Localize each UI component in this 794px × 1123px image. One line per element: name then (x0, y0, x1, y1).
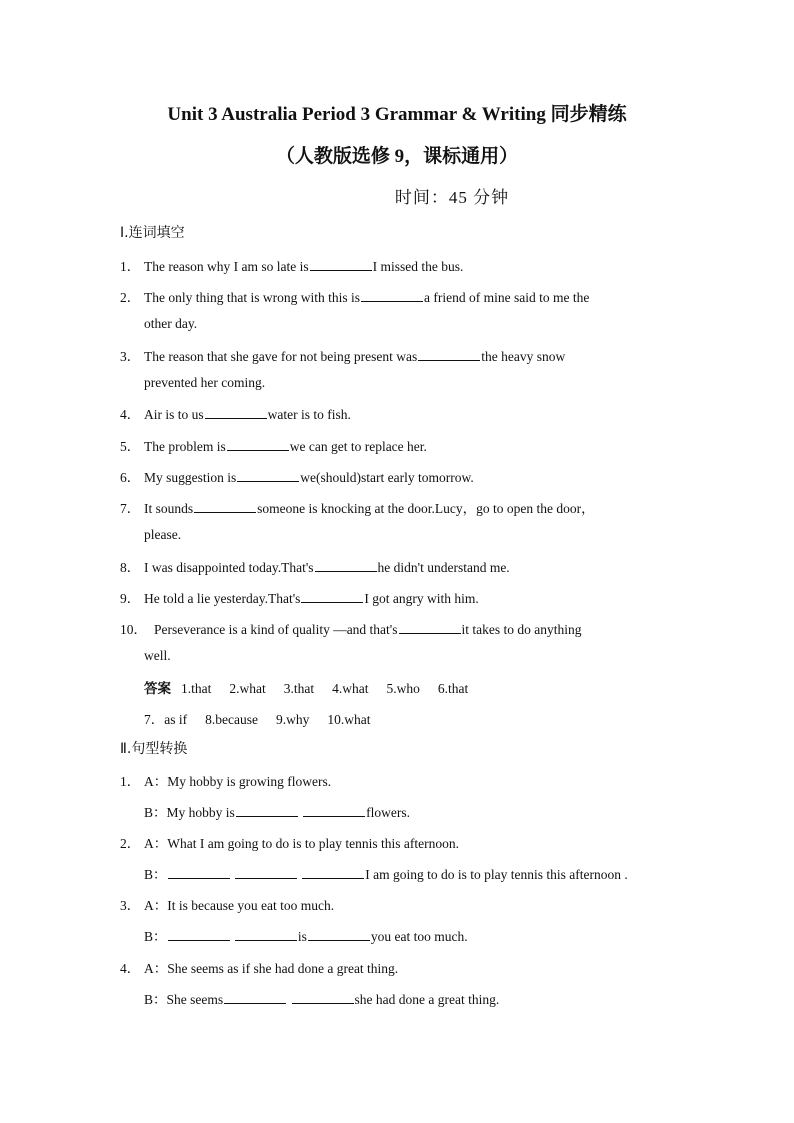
answer-item: 2.what (229, 681, 266, 696)
question-3-cont: prevented her coming. (144, 375, 266, 390)
question-3: 3． The reason that she gave for not being present was the heavy snow (120, 345, 565, 365)
question-5: 5． The problem is we can get to replace her. (120, 435, 427, 455)
answer-blank[interactable] (301, 590, 363, 603)
question-number: 3． (120, 349, 141, 364)
question-2: 2． The only thing that is wrong with this is a friend of mine said to me the (120, 286, 589, 306)
answer-blank[interactable] (310, 258, 372, 271)
rewrite-3-b: B： is you eat too much. (144, 929, 468, 944)
answer-item: 8.because (205, 712, 258, 727)
question-number: 4． (120, 961, 141, 976)
answer-label: 答案 (144, 681, 171, 697)
question-number: 4． (120, 407, 141, 422)
answer-item: 5.who (386, 681, 420, 696)
answer-item: 10.what (327, 712, 371, 727)
answer-blank[interactable] (418, 348, 480, 361)
question-7-cont: please. (144, 527, 182, 542)
answer-blank[interactable] (168, 866, 230, 879)
question-10: 10． Perseverance is a kind of quality —and that's it takes to do anything (120, 618, 581, 638)
answer-blank[interactable] (237, 469, 299, 482)
answer-item: 9.why (275, 712, 310, 727)
answer-blank[interactable] (361, 289, 423, 302)
answer-key-line-2 (144, 708, 370, 728)
rewrite-4-a: 4． A：She seems as if she had done a great thing. (120, 957, 398, 977)
question-number: 5． (120, 439, 141, 454)
answer-blank[interactable] (205, 406, 267, 419)
answer-blank[interactable] (235, 866, 297, 879)
answer-blank[interactable] (315, 559, 377, 572)
answer-blank[interactable] (168, 928, 230, 941)
question-1: 1． The reason why I am so late is I missed the bus. (120, 255, 463, 275)
question-number: 6． (120, 470, 141, 485)
time-limit: 时间：45 分钟 (394, 188, 510, 207)
rewrite-3-a: 3． A：It is because you eat too much. (120, 894, 334, 914)
question-4: 4． Air is to us water is to fish. (120, 403, 351, 423)
answer-blank[interactable] (194, 500, 256, 513)
answer-blank[interactable] (308, 928, 370, 941)
question-number: 9． (120, 591, 141, 606)
question-number: 8． (120, 560, 141, 575)
question-8: 8． I was disappointed today.That's he didn't understand me. (120, 556, 510, 576)
question-6: 6． My suggestion is we(should)start early tomorrow. (120, 466, 474, 486)
question-number: 1． (120, 259, 141, 274)
question-10-cont: well. (144, 648, 171, 663)
rewrite-4-b: B：She seems she had done a great thing. (144, 992, 500, 1007)
question-number: 10． (120, 622, 147, 637)
answer-item: 4.what (332, 681, 369, 696)
answer-item: 1.that (181, 681, 212, 696)
section-heading-2: Ⅱ.句型转换 (120, 741, 188, 757)
answer-blank[interactable] (227, 438, 289, 451)
answer-blank[interactable] (399, 621, 461, 634)
answer-blank[interactable] (224, 991, 286, 1004)
answer-item: 6.that (437, 681, 469, 696)
answer-blank[interactable] (303, 804, 365, 817)
question-number: 2． (120, 836, 141, 851)
question-number: 7． (120, 501, 141, 516)
answer-item: 7．as if (144, 712, 188, 727)
question-2-cont: other day. (144, 316, 198, 331)
answer-blank[interactable] (292, 991, 354, 1004)
question-7: 7． It sounds someone is knocking at the door.Lucy，go to open the door， (120, 497, 595, 517)
answer-blank[interactable] (302, 866, 364, 879)
rewrite-2-a: 2． A：What I am going to do is to play tennis this afternoon. (120, 832, 459, 852)
question-number: 1． (120, 774, 141, 789)
rewrite-1-b: B：My hobby is flowers. (144, 805, 411, 820)
answer-item: 3.that (283, 681, 315, 696)
page-subtitle: （人教版选修 9，课标通用） (275, 146, 519, 167)
rewrite-1-a: 1． A：My hobby is growing flowers. (120, 770, 331, 790)
rewrite-2-b: B： I am going to do is to play tennis this afternoon . (144, 867, 628, 882)
answer-blank[interactable] (236, 804, 298, 817)
question-number: 3． (120, 898, 141, 913)
question-number: 2． (120, 290, 141, 305)
answer-key-line-1 (144, 677, 468, 697)
answer-blank[interactable] (235, 928, 297, 941)
section-heading-1: Ⅰ.连词填空 (120, 225, 185, 241)
question-9: 9． He told a lie yesterday.That's I got angry with him. (120, 587, 479, 607)
page-title: Unit 3 Australia Period 3 Grammar & Writing 同步精练 (167, 104, 627, 125)
